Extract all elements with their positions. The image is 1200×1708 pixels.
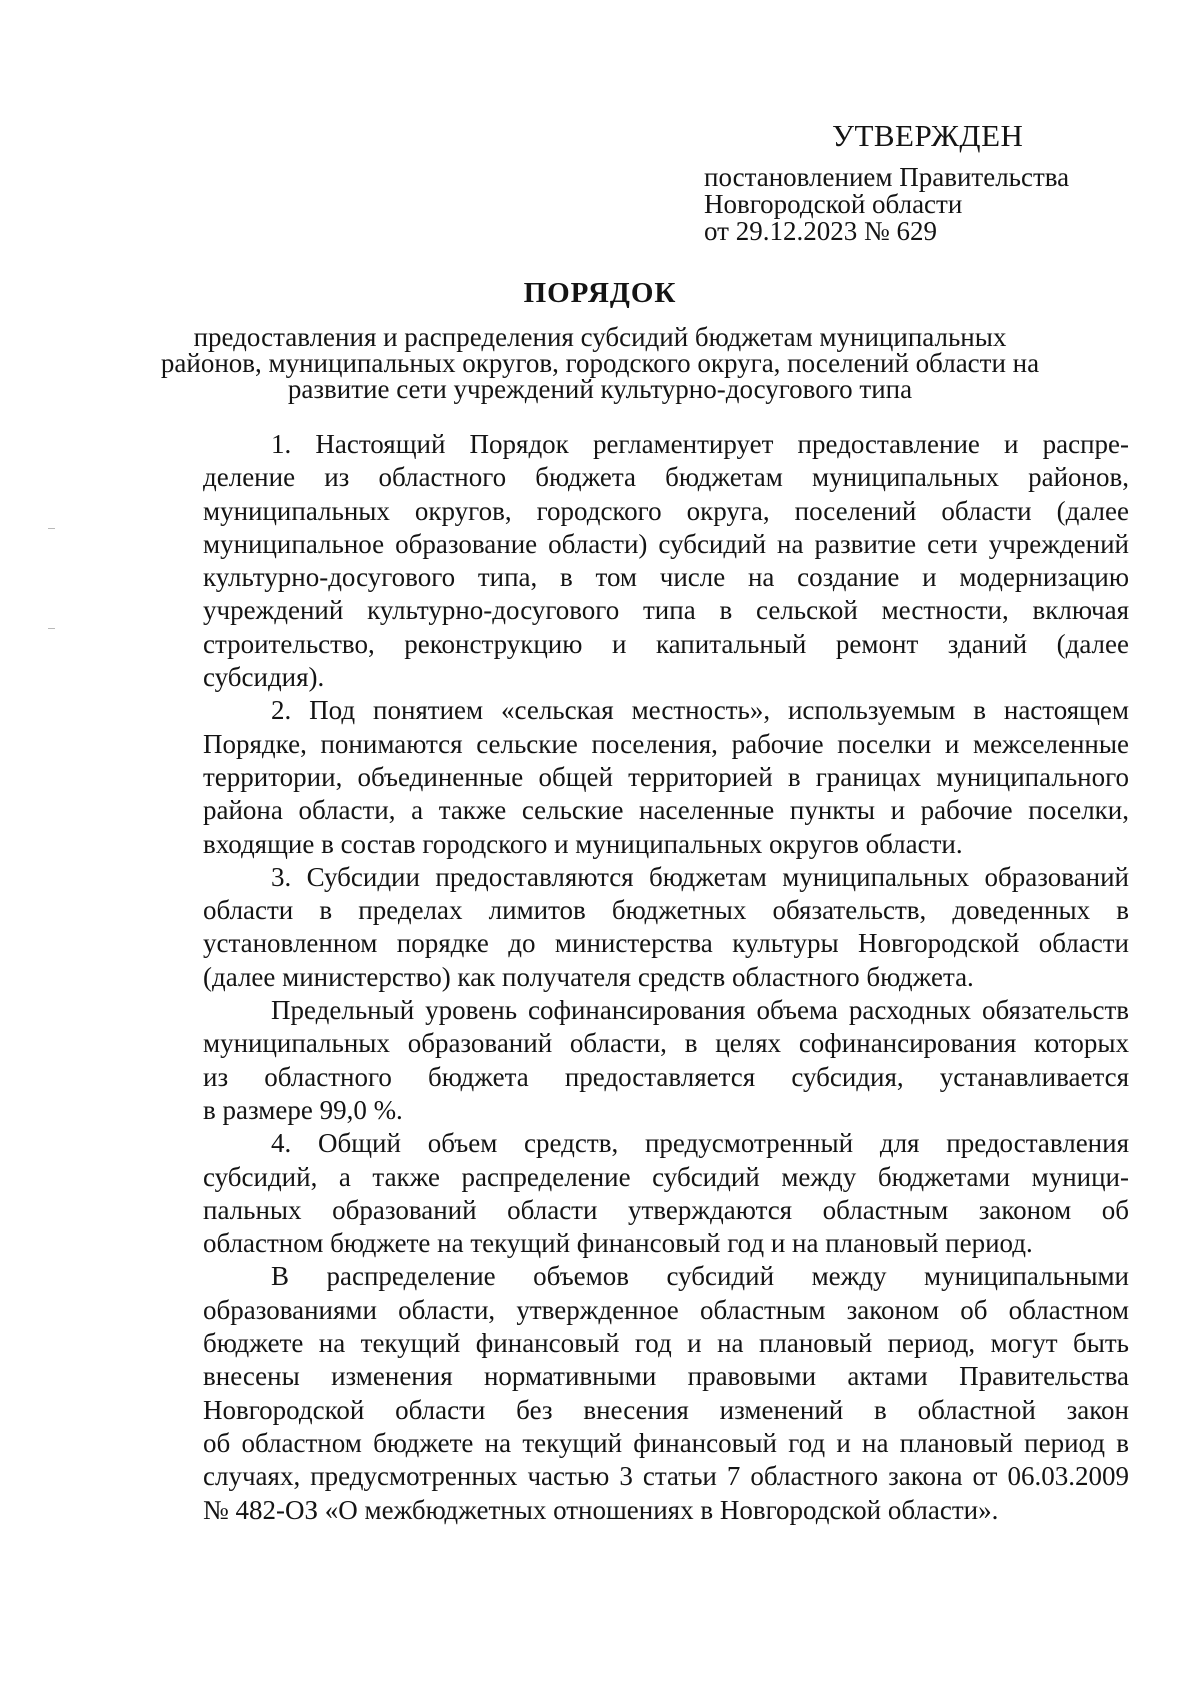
paragraph-4-distribution	[203, 1260, 1129, 1526]
approval-line: Новгородской области	[704, 189, 963, 219]
text-line: 4. Общий объем средств, предусмотренный для предоставления	[271, 1128, 1129, 1159]
approval-stamp	[704, 118, 1124, 245]
document-subtitle-line: районов, муниципальных округов, городского округа, поселений области на	[160, 348, 1040, 378]
approval-line: от 29.12.2023 № 629	[704, 216, 937, 246]
text-line: внесены изменения нормативными правовыми актами Правительства	[203, 1361, 1129, 1392]
text-line: В распределение объемов субсидий между муниципальными	[271, 1261, 1129, 1292]
text-line: Предельный уровень софинансирования объема расходных обязательств	[271, 995, 1129, 1026]
scan-edge-mark	[48, 628, 55, 629]
text-line: района области, а также сельские населенные пункты и рабочие поселки,	[203, 795, 1129, 826]
approval-line: постановлением Правительства	[704, 162, 1070, 192]
paragraph-3-cofinancing	[203, 994, 1129, 1127]
text-line: территории, объединенные общей территорией в границах муниципального	[203, 761, 1129, 792]
text-line: Новгородской области без внесения изменений в областной закон	[203, 1394, 1129, 1425]
text-line: бюджете на текущий финансовый год и на плановый период, могут быть	[203, 1328, 1129, 1359]
text-line: 3. Субсидии предоставляются бюджетам муниципальных образований	[271, 861, 1129, 892]
text-line: об областном бюджете на текущий финансовый год и на плановый период в	[203, 1427, 1129, 1458]
text-line: деление из областного бюджета бюджетам муниципальных районов,	[203, 462, 1129, 493]
text-line: области в пределах лимитов бюджетных обязательств, доведенных в	[203, 895, 1129, 926]
text-line: областном бюджете на текущий финансовый год и на плановый период.	[203, 1228, 1033, 1259]
text-line: № 482-ОЗ «О межбюджетных отношениях в Новгородской области».	[203, 1494, 999, 1525]
text-line: субсидий, а также распределение субсидий между бюджетами муници-	[203, 1161, 1129, 1192]
text-line: установленном порядке до министерства культуры Новгородской области	[203, 928, 1129, 959]
paragraph-4	[203, 1127, 1129, 1260]
text-line: Порядке, понимаются сельские поселения, рабочие поселки и межселенные	[203, 728, 1129, 759]
text-line: культурно-досугового типа, в том числе на создание и модернизацию	[203, 562, 1129, 593]
paragraph-3	[203, 861, 1129, 994]
text-line: муниципальное образование области) субсидий на развитие сети учреждений	[203, 528, 1129, 559]
text-line: (далее министерство) как получателя средств областного бюджета.	[203, 961, 974, 992]
text-line: 2. Под понятием «сельская местность», используемым в настоящем	[271, 695, 1129, 726]
document-subtitle-line: предоставления и распределения субсидий бюджетам муниципальных	[193, 322, 1007, 352]
text-line: входящие в состав городского и муниципальных округов области.	[203, 828, 963, 859]
text-line: пальных образований области утверждаются областным законом об	[203, 1194, 1129, 1225]
text-line: случаях, предусмотренных частью 3 статьи 7 областного закона от 06.03.2009	[203, 1461, 1129, 1492]
text-line: 1. Настоящий Порядок регламентирует предоставление и распре-	[271, 429, 1129, 459]
text-line: образованиями области, утвержденное областным законом об областном	[203, 1294, 1129, 1325]
document-subtitle-line: развитие сети учреждений культурно-досугового типа	[287, 374, 913, 404]
text-line: из областного бюджета предоставляется субсидия, устанавливается	[203, 1061, 1129, 1092]
text-line: в размере 99,0 %.	[203, 1094, 403, 1125]
title-block	[150, 275, 1050, 402]
paragraph-2	[203, 694, 1129, 860]
approval-heading: УТВЕРЖДЕН	[832, 118, 1024, 153]
text-line: строительство, реконструкцию и капитальный ремонт зданий (далее	[203, 628, 1129, 659]
text-line: учреждений культурно-досугового типа в сельской местности, включая	[203, 595, 1129, 626]
text-line: муниципальных округов, городского округа, поселений области (далее	[203, 495, 1129, 526]
text-line: субсидия).	[203, 662, 325, 693]
paragraph-1	[203, 428, 1129, 694]
document-body	[203, 428, 1129, 1527]
text-line: муниципальных образований области, в целях софинансирования которых	[203, 1028, 1129, 1059]
scan-edge-mark	[48, 528, 55, 529]
document-title: ПОРЯДОК	[523, 277, 677, 309]
